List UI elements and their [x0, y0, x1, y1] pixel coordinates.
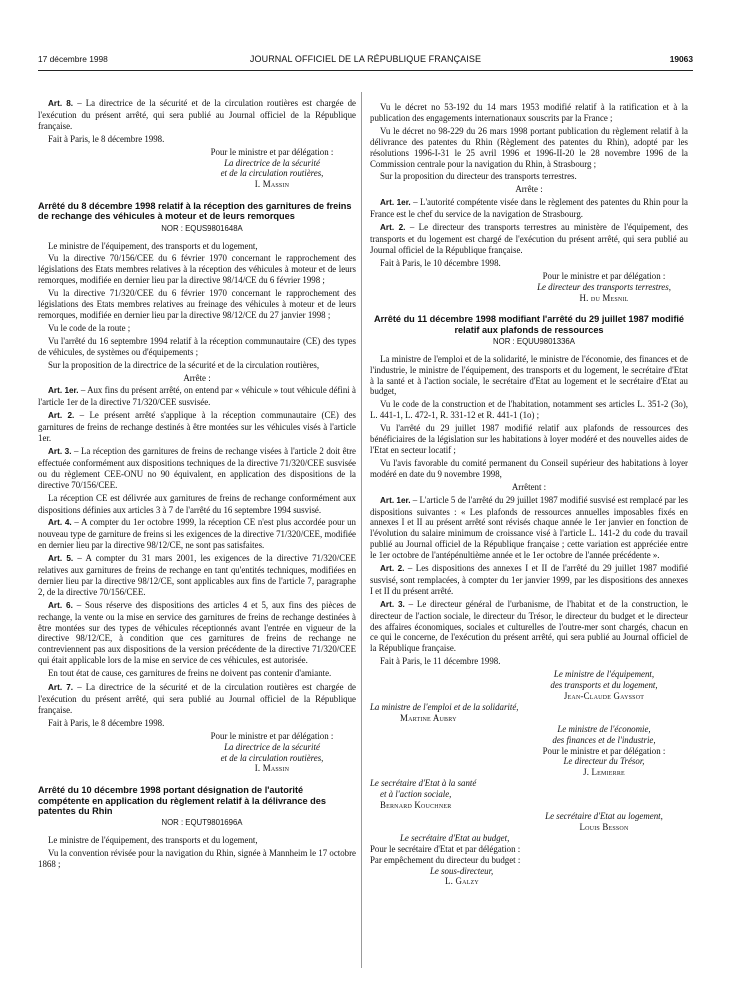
article-paragraph — [370, 563, 688, 597]
fait-line: Fait à Paris, le 11 décembre 1998. — [380, 656, 501, 667]
article-paragraph — [38, 446, 356, 491]
visa-paragraph: Sur la proposition du directeur des transports terrestres. — [380, 171, 577, 182]
article-number: Art. 1er. — [380, 495, 411, 505]
article-text: – Le directeur général de l'urbanisme, de l'habitat et de la construction, le directeur de l'action sociale, le directeur du Trésor, le directeur du budget et le directeur des affaires économiques, sociales et culturelles de l'outre-mer sont chargés, chacun en ce qui le concerne, de l'exécution du présent arrêté, qui sera publié au Journal officiel de la République française. — [370, 598, 688, 654]
article-text: – A compter du 1er octobre 1999, la réception CE n'est plus accordée pour un nouveau type de garniture de freins si les exigences de la directive 71/320/CEE, modifiée en dernier lieu par la directive 98/12/CE, ne sont pas satisfaites. — [38, 517, 356, 551]
signature-line: Par empêchement du directeur du budget : — [370, 854, 521, 865]
signature-line: La ministre de l'emploi et de la solidarité, — [370, 701, 519, 712]
article-number: Art. 7. — [48, 683, 74, 693]
article-paragraph — [38, 517, 356, 551]
article-text: – Aux fins du présent arrêté, on entend par « véhicule » tout véhicule défini à l'article 1er de la directive 71/320/CEE susvisée. — [38, 385, 356, 408]
visa-paragraph: Vu le décret no 98-229 du 26 mars 1998 portant publication du règlement relatif à la délivrance des patentes du Rhin (Règlement des patentes du Rhin), adopté par les résolutions 1996-I-31 le 25 avril 1996 et 1996-II-20 le 28 novembre 1996 de la Commission centrale pour la navigation du Rhin, à Strasbourg ; — [370, 125, 688, 169]
signatory-name: Bernard Kouchner — [380, 800, 452, 811]
signatory-name: I. Massin — [254, 179, 290, 190]
article-text: La réception CE est délivrée aux garnitures de freins de rechange conformément aux dispositions définies aux articles 3 à 7 de l'arrêté du 16 septembre 1994 susvisé. — [38, 492, 356, 515]
visa-paragraph: Vu la convention révisée pour la navigation du Rhin, signée à Mannheim le 17 octobre 1868 ; — [38, 847, 356, 869]
signature-line: Le ministre de l'équipement, — [553, 669, 655, 680]
signature-line: et de la circulation routières, — [220, 752, 324, 763]
arrete-heading: Arrête : — [515, 184, 543, 195]
signature-line: Le secrétaire d'Etat au budget, — [400, 832, 510, 843]
signature-line: des finances et de l'industrie, — [552, 734, 656, 745]
article-number: Art. 2. — [48, 411, 75, 421]
signature-line: Pour le ministre et par délégation : — [210, 146, 334, 157]
article-paragraph — [38, 600, 356, 666]
arretent-heading: Arrêtent : — [511, 481, 547, 492]
article-text: – Les dispositions des annexes I et II de l'arrêté du 29 juillet 1987 modifié susvisé, sont remplacées, à compter du 1er janvier 1999, par les dispositions des annexes I et II du présent arrêté. — [370, 563, 688, 596]
visa-paragraph: Vu l'arrêté du 16 septembre 1994 relatif à la réception communautaire (CE) des types de véhicules, de systèmes ou d'équipements ; — [38, 335, 356, 357]
nor-reference: NOR : EQUS9801648A — [161, 223, 243, 233]
header-page-number: 19063 — [669, 54, 693, 64]
signatory-name: I. Massin — [254, 763, 290, 774]
article-number: Art. 4. — [48, 518, 72, 528]
signature-line: La directrice de la sécurité — [224, 741, 320, 752]
visa-paragraph: Le ministre de l'équipement, des transports et du logement, — [48, 834, 258, 845]
article-number: Art. 1er. — [48, 386, 79, 396]
visa-paragraph: Le ministre de l'équipement, des transports et du logement, — [48, 240, 258, 251]
visa-paragraph: Vu le code de la route ; — [48, 322, 131, 333]
signatory-name: Martine Aubry — [400, 712, 457, 723]
article-text: – La réception des garnitures de freins de rechange visées à l'article 2 doit être effectuée conformément aux dispositions techniques de la directive 71/320/CEE susvisée ou du règlement CEE-ONU no 90 équivalent, en application des dispositions de la directive 70/156/CEE. — [38, 445, 356, 490]
visa-paragraph: Vu le décret no 53-192 du 14 mars 1953 modifié relatif à la ratification et à la publication des engagements internationaux souscrits par la France ; — [370, 102, 688, 123]
fait-line: Fait à Paris, le 8 décembre 1998. — [48, 133, 165, 144]
fait-line: Fait à Paris, le 8 décembre 1998. — [48, 717, 165, 728]
article-paragraph — [38, 668, 356, 680]
right-column — [370, 102, 688, 887]
nor-reference: NOR : EQUT9801696A — [161, 817, 243, 827]
signatory-name: H. du Mesnil — [579, 292, 629, 303]
article-number: Art. 3. — [380, 599, 405, 609]
visa-paragraph: La ministre de l'emploi et de la solidarité, le ministre de l'économie, des finances et de l'industrie, le ministre de l'équipement, des transports et du logement, le secrétaire d'Etat à la santé et à l'action sociale, le secrétaire d'Etat au logement et le secrétaire d'Etat au budget, — [370, 353, 688, 397]
article-paragraph — [38, 385, 356, 408]
visas-block — [38, 835, 356, 870]
decree-title: Arrêté du 8 décembre 1998 relatif à la réception des garnitures de freins de rechange des véhicules à moteur et de leurs remorques — [38, 201, 352, 222]
visas-block — [370, 102, 688, 182]
article-paragraph — [38, 410, 356, 444]
signatory-name: L. Galzy — [445, 876, 479, 887]
left-column — [38, 98, 356, 872]
signature-line: Le sous-directeur, — [430, 865, 494, 876]
signature-line: et de la circulation routières, — [220, 168, 324, 179]
signature-line: et à l'action sociale, — [380, 789, 452, 800]
signatory-name: Louis Besson — [579, 821, 629, 832]
signature-line: La directrice de la sécurité — [224, 157, 320, 168]
article-text: – Le présent arrêté s'applique à la réception communautaire (CE) des garnitures de freins de rechange destinés à être montées sur les véhicules visés à l'article 1er. — [38, 410, 356, 444]
header-date: 17 décembre 1998 — [38, 54, 108, 64]
signature-line: Pour le ministre et par délégation : — [210, 730, 334, 741]
article-text: – A compter du 31 mars 2001, les exigences de la directive 71/320/CEE relatives aux garnitures de freins de rechange en tant qu'entités techniques, modifiées en dernier lieu par la directive 98/12/CE, sont applicables aux fins de l'article 7, paragraphe 2, de la directive 70/156/CEE. — [38, 553, 356, 597]
visa-paragraph: Vu la directive 70/156/CEE du 6 février 1970 concernant le rapprochement des législations des Etats membres relatives à la réception des véhicules à moteur et de leurs remorques, modifiée en dernier lieu par la directive 98/14/CE du 6 février 1998 ; — [38, 253, 356, 286]
articles-block — [370, 495, 688, 655]
visas-block — [370, 354, 688, 480]
header-rule — [38, 70, 693, 71]
article-paragraph: Art. 2. – Le directeur des transports terrestres au ministère de l'équipement, des transports et du logement est chargé de l'exécution du présent arrêté, qui sera publié au Journal officiel de la République française. — [370, 222, 688, 255]
signatory-name: Jean-Claude Gayssot — [563, 691, 645, 701]
article-paragraph — [38, 682, 356, 716]
signature-line: Le directeur des transports terrestres, — [537, 281, 671, 292]
article-paragraph: Art. 1er. – L'autorité compétente visée dans le règlement des patentes du Rhin pour la France est le chef du service de la navigation de Strasbourg. — [370, 197, 688, 220]
decree-title: Arrêté du 11 décembre 1998 modifiant l'arrêté du 29 juillet 1987 modifié relatif aux plafonds de ressources — [373, 314, 685, 335]
signature-line: Pour le ministre et par délégation : — [542, 745, 666, 756]
visa-paragraph: Sur la proposition de la directrice de la sécurité et de la circulation routières, — [48, 359, 320, 370]
signatory-name: J. Lemierre — [583, 767, 625, 778]
article-number: Art. 6. — [48, 600, 73, 610]
visa-paragraph: Vu le code de la construction et de l'habitation, notamment ses articles L. 351-2 (3o), L. 441-1, L. 472-1, R. 331-12 et R. 441-1 (1o) ; — [370, 399, 688, 421]
article-number: Art. 2. — [380, 564, 405, 574]
article-paragraph — [38, 493, 356, 516]
article-paragraph — [370, 495, 688, 561]
visas-block — [38, 241, 356, 371]
column-divider — [361, 92, 362, 968]
signature-line: Le secrétaire d'Etat au logement, — [545, 810, 663, 821]
arrete-heading: Arrête : — [183, 372, 211, 383]
article-paragraph: Art. 8. – La directrice de la sécurité et de la circulation routières est chargée de l'exécution du présent arrêté, qui sera publié au Journal officiel de la République française. — [38, 98, 356, 131]
header-journal-title: JOURNAL OFFICIEL DE LA RÉPUBLIQUE FRANÇAISE — [249, 54, 482, 64]
article-text: – Sous réserve des dispositions des articles 4 et 5, aux fins des pièces de rechange, la vente ou la mise en service des garnitures de freins de rechange destinées à être montées sur des types de véhicules réceptionnés avant l'entrée en vigueur de la directive 98/12/CE, à condition que ces garnitures de freins de rechange ne contreviennent pas aux dispositions de la version précédente de la directive 71/320/CEE qui était applicable lors de la mise en service de ces véhicules, est autorisée. — [38, 599, 356, 666]
article-text: En tout état de cause, ces garnitures de freins ne doivent pas contenir d'amiante. — [48, 668, 332, 679]
article-number: Art. 3. — [48, 446, 72, 456]
visa-paragraph: Vu la directive 71/320/CEE du 6 février 1970 concernant le rapprochement des législations des Etats membres relatives au freinage des véhicules à moteur et de leurs remorques, modifiée en dernier lieu par la directive 98/12/CE du 27 janvier 1998 ; — [38, 288, 356, 320]
article-text: – La directrice de la sécurité et de la circulation routières est chargée de l'exécution du présent arrêté, qui sera publié au Journal officiel de la République française. — [38, 682, 356, 715]
fait-line: Fait à Paris, le 10 décembre 1998. — [380, 257, 501, 268]
signature-line: des transports et du logement, — [550, 680, 658, 691]
article-number: Art. 5. — [48, 554, 74, 564]
decree-title: Arrêté du 10 décembre 1998 portant désignation de l'autorité compétente en application du règlement relatif à la délivrance des patentes du Rhin — [38, 785, 326, 816]
articles-block — [38, 385, 356, 715]
visa-paragraph: Vu l'avis favorable du comité permanent du Conseil supérieur des habitations à loyer modéré en date du 9 novembre 1998, — [370, 457, 688, 479]
article-paragraph — [38, 553, 356, 598]
article-paragraph — [370, 599, 688, 655]
signature-line: Le ministre de l'économie, — [557, 723, 651, 734]
signature-line: Le secrétaire d'Etat à la santé — [370, 778, 477, 789]
nor-reference: NOR : EQUU9801336A — [493, 336, 575, 346]
signature-line: Pour le secrétaire d'Etat et par délégation : — [370, 843, 521, 854]
page-header — [38, 54, 693, 68]
article-text: – L'article 5 de l'arrêté du 29 juillet 1987 modifié susvisé est remplacé par les dispositions suivantes : « Les plafonds de ressources annuelles imposables fixés en annexes I et II au présent arrêté sont révisés chaque année le 1er janvier en fonction de l'évolution du salaire minimum de croissance visé à l'article L. 141-2 du code du travail publié au Journal officiel de la République française ; cette variation est appréciée entre le 1er octobre de l'antépénultième année et le 1er octobre de l'année précédente ». — [370, 494, 688, 561]
signature-line: Le directeur du Trésor, — [563, 756, 645, 767]
signature-line: Pour le ministre et par délégation : — [542, 270, 666, 281]
visa-paragraph: Vu l'arrêté du 29 juillet 1987 modifié relatif aux plafonds de ressources des bénéficiaires de la législation sur les habitations à loyer modéré et des nouvelles aides de l'Etat en secteur locatif ; — [370, 423, 688, 455]
